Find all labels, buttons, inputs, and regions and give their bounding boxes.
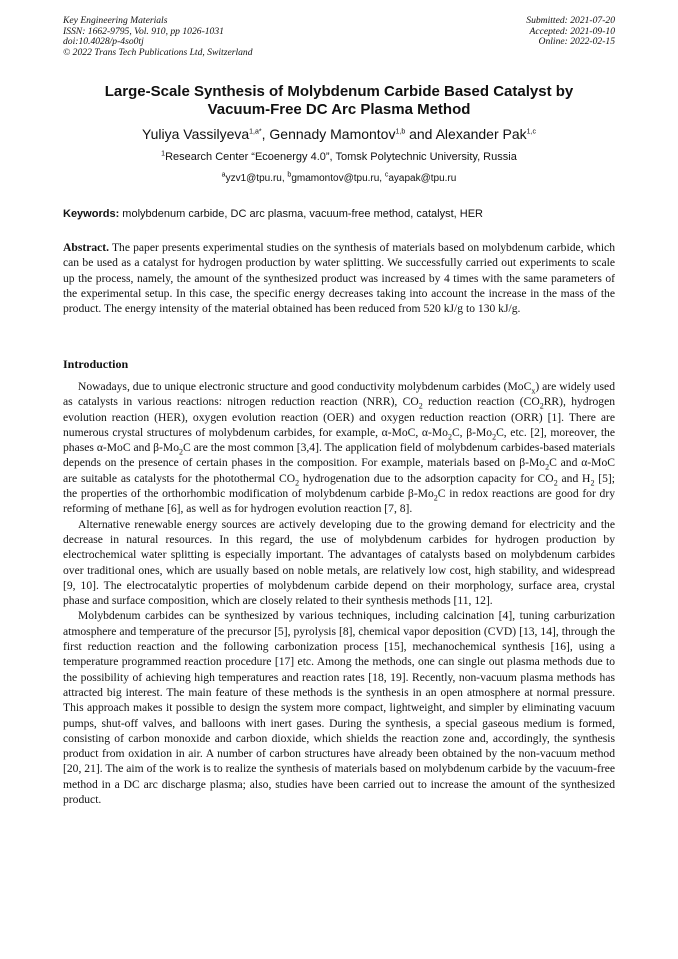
affiliation-mark: 1 bbox=[161, 150, 166, 158]
keywords bbox=[63, 207, 615, 221]
email-link[interactable]: ayapak@tpu.ru bbox=[388, 173, 457, 184]
keywords-text: molybdenum carbide, DC arc plasma, vacuum-free method, catalyst, HER bbox=[119, 208, 484, 220]
email-mark: b bbox=[287, 171, 292, 179]
paper-title bbox=[63, 83, 615, 119]
copyright: © 2022 Trans Tech Publications Ltd, Switzerland bbox=[63, 46, 253, 58]
keywords-label: Keywords: bbox=[63, 208, 120, 220]
affiliation bbox=[63, 150, 615, 164]
author-name: and Alexander Pak bbox=[405, 126, 527, 142]
abstract bbox=[63, 240, 615, 316]
email-mark: a bbox=[221, 171, 226, 179]
section-heading-introduction: Introduction bbox=[63, 357, 129, 371]
abstract-text: The paper presents experimental studies on the synthesis of materials based on molybdenum carbide, which can be used as a catalyst for hydrogen production by water splitting. We successfully carried out experiments to scale up the process, namely, the amount of the synthesized product was increased by 4 times with the same parameters of the experimental setup. In this case, the specific energy decreases taking into account the increase in the mass of the product. The energy intensity of the material obtained has been reduced from 520 kJ/g to 130 kJ/g. bbox=[63, 241, 615, 316]
journal-info bbox=[63, 16, 253, 58]
author-emails bbox=[63, 172, 615, 186]
email-mark: c bbox=[384, 171, 389, 179]
author-list bbox=[63, 125, 615, 143]
publication-dates bbox=[526, 16, 615, 48]
author-affil-mark: 1,a* bbox=[249, 128, 262, 136]
author-name: Yuliya Vassilyeva bbox=[142, 126, 250, 142]
submitted-date: Submitted: 2021-07-20 bbox=[526, 15, 615, 26]
email-link[interactable]: yzv1@tpu.ru, bbox=[225, 173, 288, 184]
issn: ISSN: 1662-9795, Vol. 910, pp 1026-1031 bbox=[63, 25, 224, 37]
journal-name: Key Engineering Materials bbox=[63, 15, 168, 26]
paragraph: Alternative renewable energy sources are actively developing due to the growing demand for electricity and the decrease in natural resources. In this regard, the use of molybdenum carbides for hydrogen production by electrochemical water splitting is especially important. The advantages of catalysts based on molybdenum carbides over traditional ones, which are usually based on noble metals, are relatively low cost, high stability, and widespread [9, 10]. The electrocatalytic properties of molybdenum carbide depend on their morphology, surface area, crystal phase and surface composition, which are closely related to their synthesis methods [11, 12]. bbox=[63, 517, 615, 608]
accepted-date: Accepted: 2021-09-10 bbox=[529, 25, 615, 37]
author-name: , Gennady Mamontov bbox=[261, 126, 396, 142]
doi: doi:10.4028/p-4so0tj bbox=[63, 36, 144, 48]
author-affil-mark: 1,c bbox=[526, 128, 536, 136]
paragraph: Molybdenum carbides can be synthesized by various techniques, including calcination [4], tuning carburization atmosphere and temperature of the precursor [5], pyrolysis [8], chemical vapor deposition (CVD) [13, 14], through the first reduction reaction and the following carbonization process [15], mechanochemical synthesis [16], using a temperature programmed reaction procedure [17] etc. Among the methods, one can single out plasma methods due to the possibility of achieving high temperatures and reaction rates [18, 19]. Recently, non-vacuum plasma methods has attracted big interest. The main feature of these methods is the synthesis in an open atmosphere at normal pressure. This approach makes it possible to design the system more compact, lightweight, and simpler by eliminating vacuum pumps, shut-off valves, and balloons with inert gases. During the synthesis, a special gaseous medium is formed, consisting of carbon monoxide and carbon dioxide, which shields the reaction zone and, accordingly, the synthesis product from oxidation in air. A number of carbon structures have already been obtained by the non-vacuum method [20, 21]. The aim of the work is to realize the synthesis of materials based on molybdenum carbide by the vacuum-free method in a DC arc discharge plasma; also, studies have been carried out to increase the amount of the synthesized product. bbox=[63, 609, 615, 807]
paragraph: Nowadays, due to unique electronic structure and good conductivity molybdenum carbides (MoC$_x$) are widely used as catalysts in various reactions: nitrogen reduction reaction (NRR), $CO_2$ reduction reaction $(CO_2RR)$, hydrogen evolution reaction (HER), oxygen evolution reaction (OER) and oxygen reduction reaction (ORR) [1]. There are numerous crystal structures of molybdenum carbides, for example, α-MoC, $\alpha-Mo_2C$, $\beta-Mo_2C$, etc. [2], moreover, the phases α-MoC and $\beta-Mo_2C$ are the most common [3,4]. The application field of molybdenum carbides-based materials depends on the presence of certain phases in the composition. For example, materials based on $\beta-Mo_2C$ and α-MoC are suitable as catalysts for the photothermal $CO_2$ hydrogenation due to the adsorption capacity for $CO_2$ and $H_2$ [5]; the properties of the orthorhombic modification of molybdenum carbide $\beta-Mo_2C$ in redox reactions are good for dry reforming of methane [6], as well as for hydrogen evolution reaction [7, 8]. bbox=[63, 380, 616, 516]
title-line-2: Vacuum-Free DC Arc Plasma Method bbox=[207, 101, 471, 118]
affiliation-text: Research Center “Ecoenergy 4.0”, Tomsk Polytechnic University, Russia bbox=[165, 151, 517, 163]
title-line-1: Large-Scale Synthesis of Molybdenum Carbide Based Catalyst by bbox=[104, 83, 574, 100]
abstract-label: Abstract. bbox=[63, 241, 110, 254]
online-date: Online: 2022-02-15 bbox=[538, 36, 615, 48]
author-affil-mark: 1,b bbox=[395, 128, 406, 136]
introduction-body bbox=[63, 379, 615, 807]
email-link[interactable]: gmamontov@tpu.ru, bbox=[291, 173, 385, 184]
